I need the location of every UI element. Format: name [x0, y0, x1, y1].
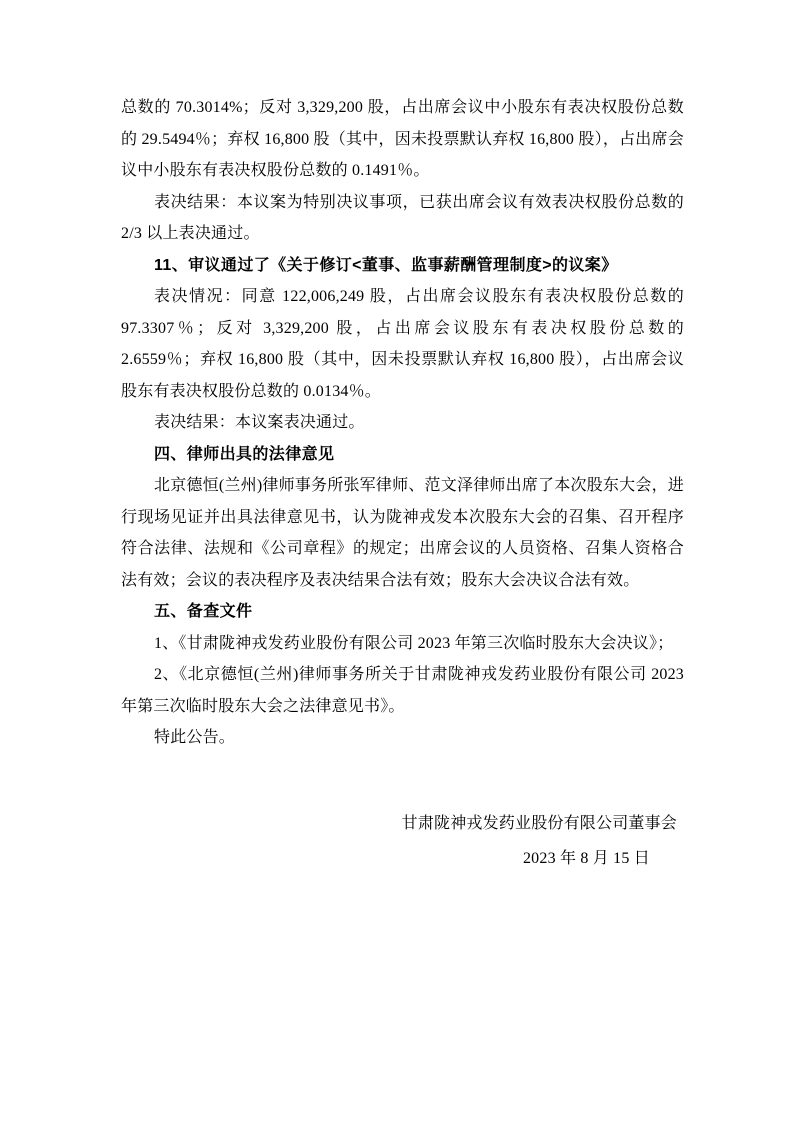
proposal-11-vote-detail-paragraph: 表决情况：同意 122,006,249 股，占出席会议股东有表决权股份总数的 97.3307％；反对 3,329,200 股，占出席会议股东有表决权股份总数的 2.6559％；弃权 16,800 股（其中，因未投票默认弃权 16,800 股），占出席会议股东有表决权股份总数的 0.0134％。 [121, 288, 684, 400]
legal-opinion-paragraph: 北京德恒(兰州)律师事务所张军律师、范文泽律师出席了本次股东大会，进行现场见证并出具法律意见书，认为陇神戎发本次股东大会的召集、召开程序符合法律、法规和《公司章程》的规定；出席会议的人员资格、召集人资格合法有效；会议的表决程序及表决结果合法有效；股东大会决议合法有效。 [121, 477, 684, 589]
proposal-11-heading: 11、审议通过了《关于修订<董事、监事薪酬管理制度>的议案》 [154, 256, 618, 274]
reference-document-1-paragraph: 1、《甘肃陇神戎发药业股份有限公司 2023 年第三次临时股东大会决议》； [154, 634, 674, 652]
section-4-legal-opinion-heading: 四、律师出具的法律意见 [154, 445, 335, 463]
section-5-reference-documents-heading: 五、备查文件 [154, 603, 253, 620]
proposal-11-vote-result-paragraph: 表决结果：本议案表决通过。 [154, 414, 365, 431]
vote-result-special-resolution-paragraph: 表决结果：本议案为特别决议事项，已获出席会议有效表决权股份总数的 2/3 以上表决通过。 [121, 193, 684, 242]
reference-document-2-paragraph: 2、《北京德恒(兰州)律师事务所关于甘肃陇神戎发药业股份有限公司 2023 年第三次临时股东大会之法律意见书》。 [121, 666, 684, 715]
signature-date: 2023 年 8 月 15 日 [522, 849, 650, 867]
document-body [121, 92, 684, 876]
vote-summary-continuation-paragraph: 总数的 70.3014%；反对 3,329,200 股，占出席会议中小股东有表决权股份总数的 29.5494％；弃权 16,800 股（其中，因未投票默认弃权 16,800 股），占出席会议中小股东有表决权股份总数的 0.1491％。 [121, 99, 684, 179]
signature-block [121, 806, 684, 876]
closing-announcement-paragraph: 特此公告。 [154, 729, 236, 746]
signature-company-name: 甘肃陇神戎发药业股份有限公司董事会 [401, 814, 677, 832]
